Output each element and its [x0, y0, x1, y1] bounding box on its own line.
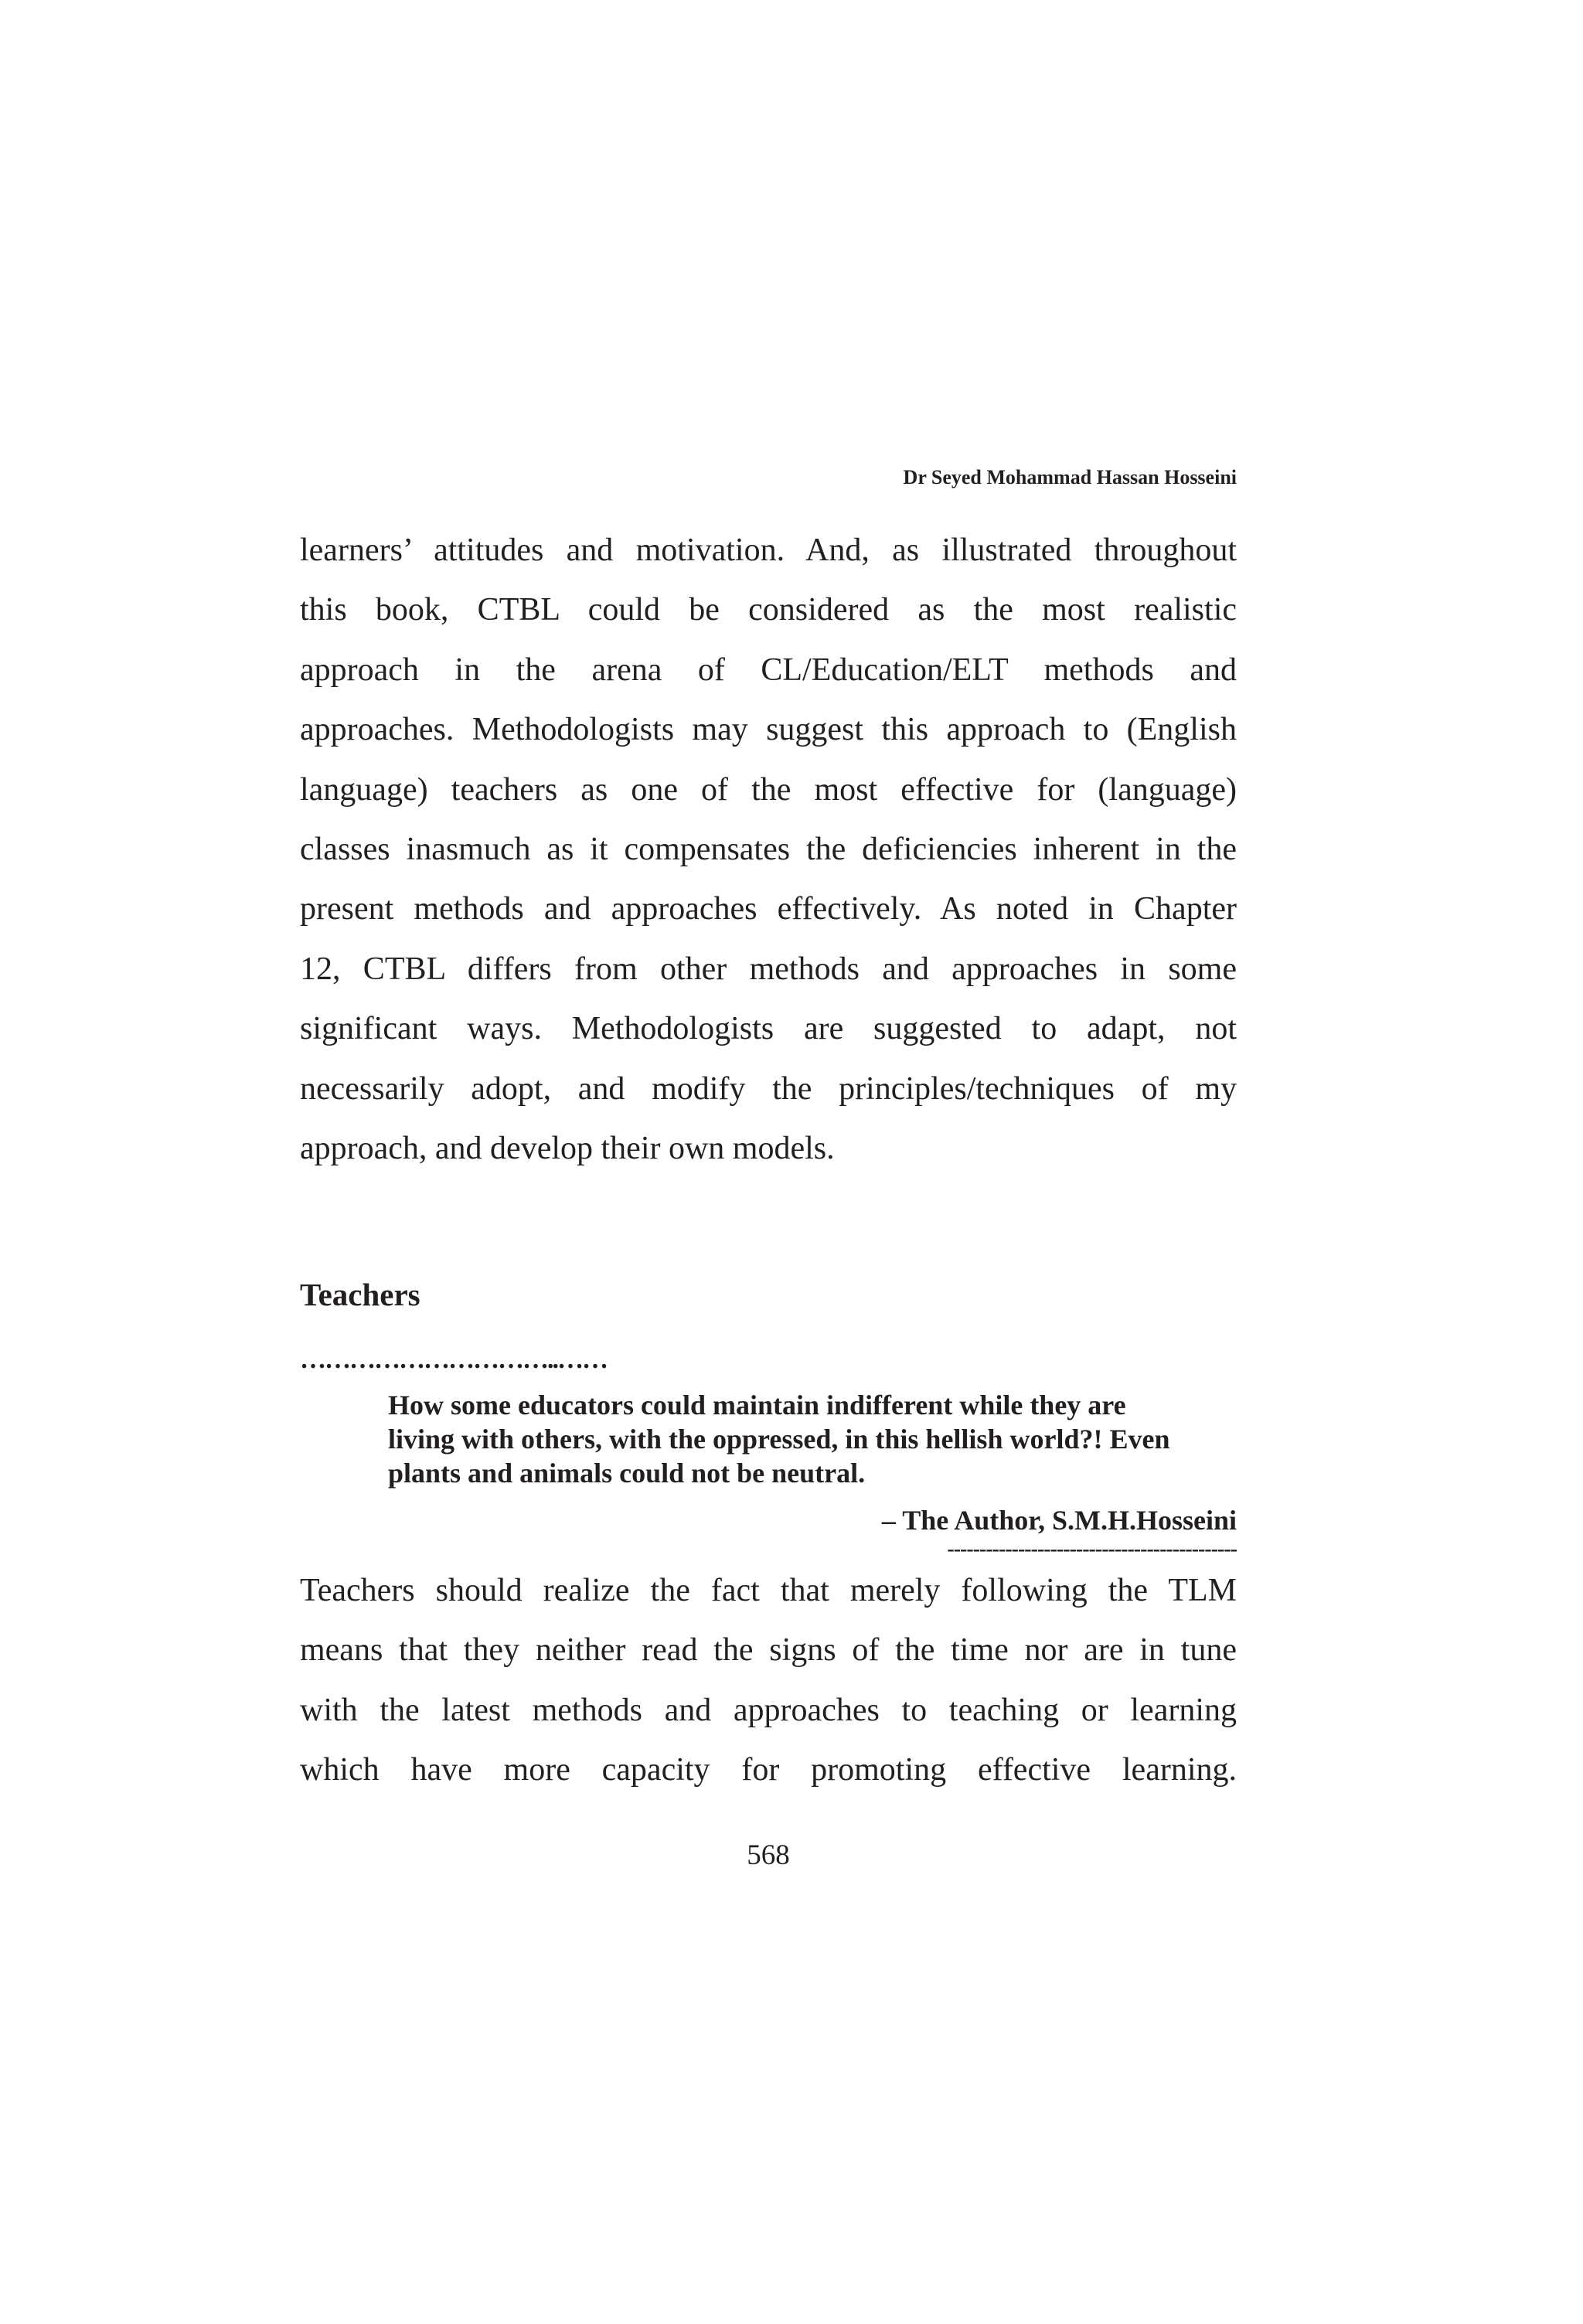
text-line: significant ways. Methodologists are suggested to adapt, not — [300, 1011, 1237, 1047]
body-paragraph-1 — [300, 521, 1237, 1179]
epigraph-attribution: – The Author, S.M.H.Hosseini — [881, 1505, 1237, 1536]
text-line: means that they neither read the signs of the time nor are in tune — [300, 1632, 1237, 1669]
text-line: classes inasmuch as it compensates the deficiencies inherent in the — [300, 831, 1237, 867]
text-line: necessarily adopt, and modify the principles/techniques of my — [300, 1070, 1237, 1107]
text-line: with the latest methods and approaches to teaching or learning — [300, 1692, 1237, 1728]
dashed-rule: --------------------------------------------- — [947, 1538, 1237, 1561]
text-line: present methods and approaches effectively. As noted in Chapter — [300, 891, 1237, 927]
epigraph-quote — [388, 1388, 1237, 1490]
text-line: approach, and develop their own models. — [300, 1130, 835, 1166]
running-header-author: Dr Seyed Mohammad Hassan Hosseini — [903, 466, 1237, 488]
text-line: which have more capacity for promoting effective learning. — [300, 1752, 1237, 1788]
epigraph-line: plants and animals could not be neutral. — [388, 1458, 866, 1489]
body-paragraph-2 — [300, 1561, 1237, 1801]
text-line: Teachers should realize the fact that merely following the TLM — [300, 1573, 1237, 1608]
paragraph-text — [300, 1561, 1237, 1801]
text-line: this book, CTBL could be considered as the most realistic — [300, 592, 1237, 628]
paragraph-text — [300, 521, 1237, 1179]
text-line: language) teachers as one of the most effective for (language) — [300, 771, 1237, 808]
section-heading: Teachers — [300, 1277, 420, 1312]
page-number: 568 — [747, 1839, 790, 1871]
text-line: 12, CTBL differs from other methods and approaches in some — [300, 951, 1237, 987]
dotted-leader: …………………………..…… — [300, 1346, 607, 1374]
text-line: approach in the arena of CL/Education/ELT methods and — [300, 652, 1237, 688]
text-line: learners’ attitudes and motivation. And, as illustrated throughout — [300, 533, 1237, 568]
epigraph-line: How some educators could maintain indifferent while they are — [388, 1390, 1126, 1421]
epigraph-line: living with others, with the oppressed, in this hellish world?! Even — [388, 1424, 1170, 1455]
text-line: approaches. Methodologists may suggest this approach to (English — [300, 712, 1237, 748]
